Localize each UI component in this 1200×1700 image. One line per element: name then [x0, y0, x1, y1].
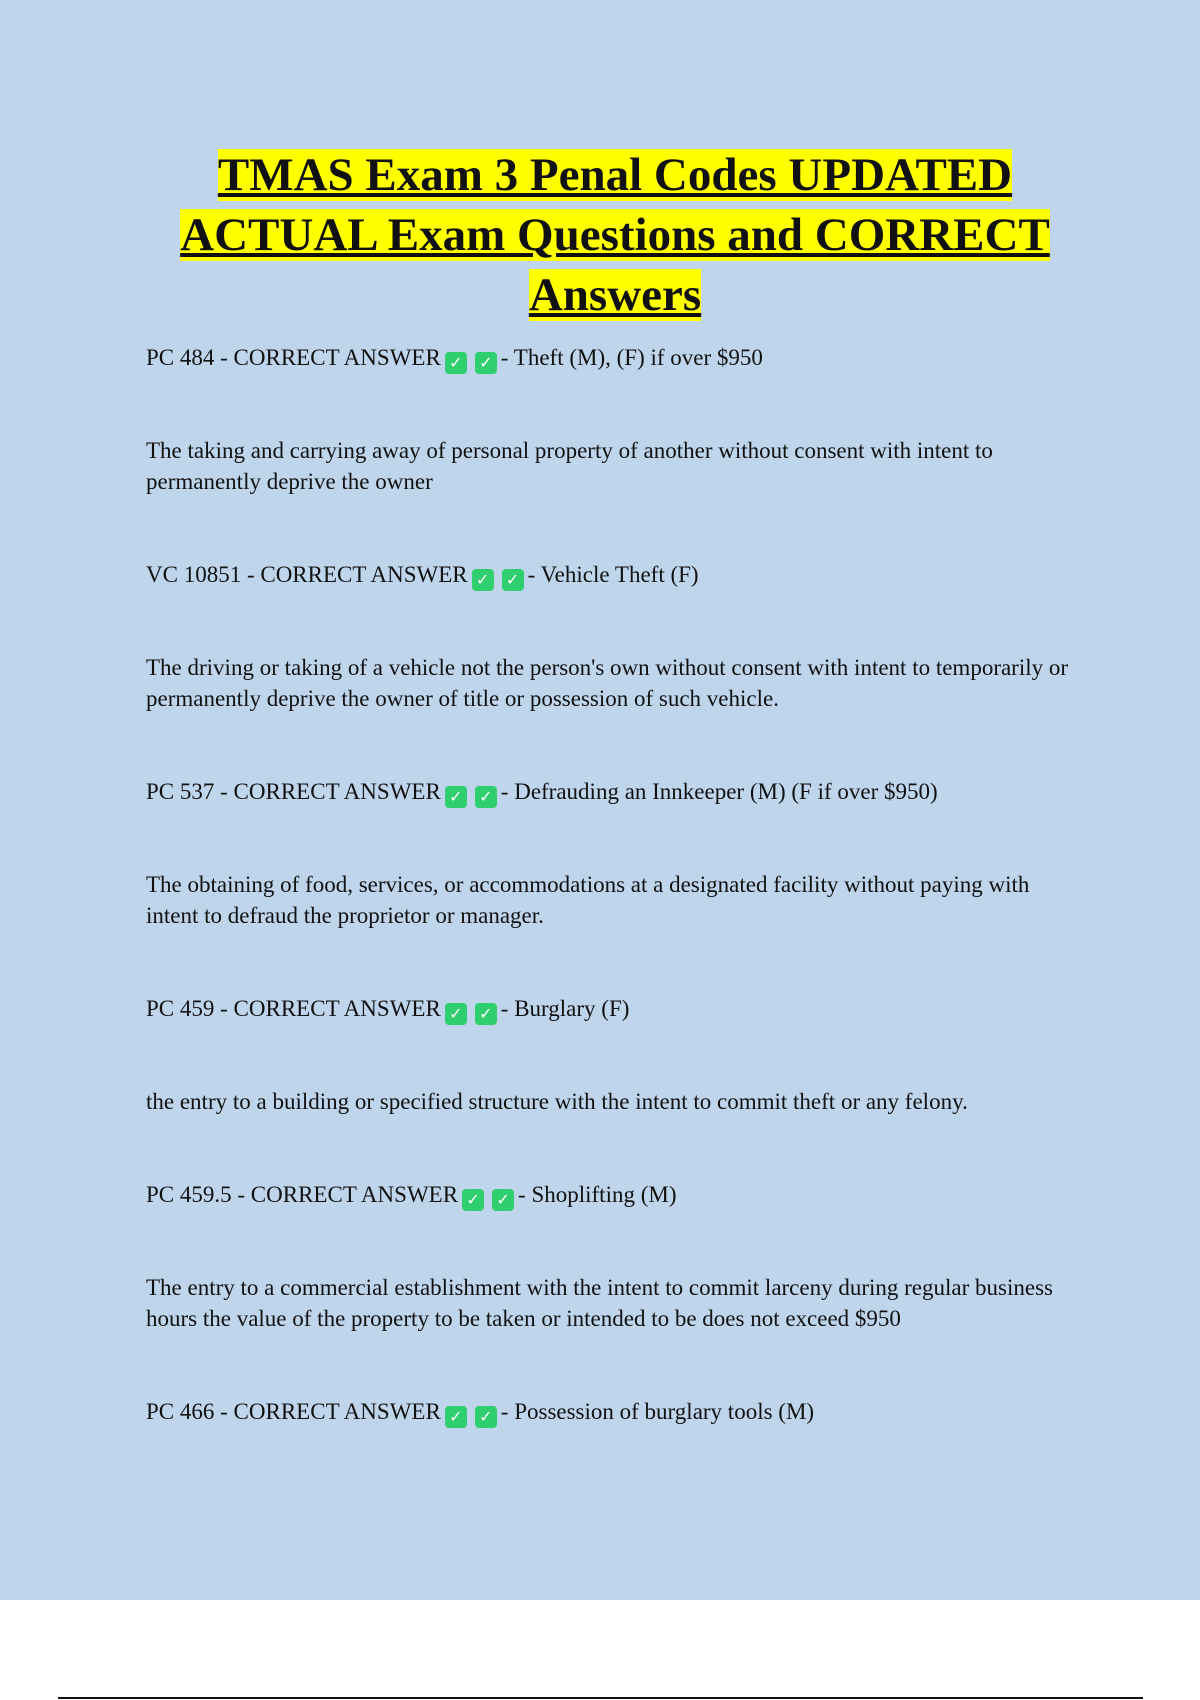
code-label: PC 484 - CORRECT ANSWER — [146, 345, 441, 370]
code-label: VC 10851 - CORRECT ANSWER — [146, 562, 468, 587]
definition-text: The obtaining of food, services, or accommodations at a designated facility without paying with intent to defraud the proprietor or manager. — [146, 872, 1030, 928]
question-line — [146, 776, 1086, 807]
title-text: TMAS Exam 3 Penal Codes UPDATED ACTUAL Exam Questions and CORRECT Answers — [180, 149, 1050, 321]
definition-text: The entry to a commercial establishment with the intent to commit larceny during regular business hours the value of the property to be taken or intended to be does not exceed $950 — [146, 1275, 1053, 1331]
qa-entry — [146, 1179, 1086, 1396]
answer-text: - Shoplifting (M) — [518, 1182, 677, 1207]
question-line — [146, 993, 1086, 1024]
qa-entry — [146, 342, 1086, 559]
qa-list — [146, 342, 1086, 1427]
answer-text: - Possession of burglary tools (M) — [500, 1399, 815, 1424]
footer-divider — [58, 1697, 1143, 1699]
question-line — [146, 342, 1086, 373]
check-mark-icon: ✓ — [475, 1003, 497, 1025]
check-mark-icon: ✓ — [475, 786, 497, 808]
code-label: PC 459.5 - CORRECT ANSWER — [146, 1182, 459, 1207]
check-mark-icon: ✓ — [492, 1189, 514, 1211]
qa-entry — [146, 993, 1086, 1179]
code-label: PC 459 - CORRECT ANSWER — [146, 996, 441, 1021]
question-line — [146, 1396, 1086, 1427]
qa-entry — [146, 1396, 1086, 1427]
answer-text: - Theft (M), (F) if over $950 — [500, 345, 763, 370]
answer-text: - Vehicle Theft (F) — [527, 562, 699, 587]
check-mark-icon: ✓ — [445, 786, 467, 808]
check-mark-icon: ✓ — [502, 569, 524, 591]
check-mark-icon: ✓ — [475, 1406, 497, 1428]
definition-text: The taking and carrying away of personal property of another without consent with intent to permanently deprive the owner — [146, 438, 993, 494]
check-mark-icon: ✓ — [472, 569, 494, 591]
answer-text: - Burglary (F) — [500, 996, 630, 1021]
question-line — [146, 1179, 1086, 1210]
definition-text: The driving or taking of a vehicle not the person's own without consent with intent to temporarily or permanently deprive the owner of title or possession of such vehicle. — [146, 655, 1069, 711]
definition-text: the entry to a building or specified structure with the intent to commit theft or any felony. — [146, 1089, 968, 1114]
check-mark-icon: ✓ — [445, 1003, 467, 1025]
qa-entry — [146, 559, 1086, 776]
check-mark-icon: ✓ — [445, 352, 467, 374]
code-label: PC 466 - CORRECT ANSWER — [146, 1399, 441, 1424]
qa-entry — [146, 776, 1086, 993]
check-mark-icon: ✓ — [475, 352, 497, 374]
check-mark-icon: ✓ — [462, 1189, 484, 1211]
question-line — [146, 559, 1086, 590]
document-title — [130, 145, 1100, 325]
code-label: PC 537 - CORRECT ANSWER — [146, 779, 441, 804]
check-mark-icon: ✓ — [445, 1406, 467, 1428]
answer-text: - Defrauding an Innkeeper (M) (F if over $950) — [500, 779, 938, 804]
